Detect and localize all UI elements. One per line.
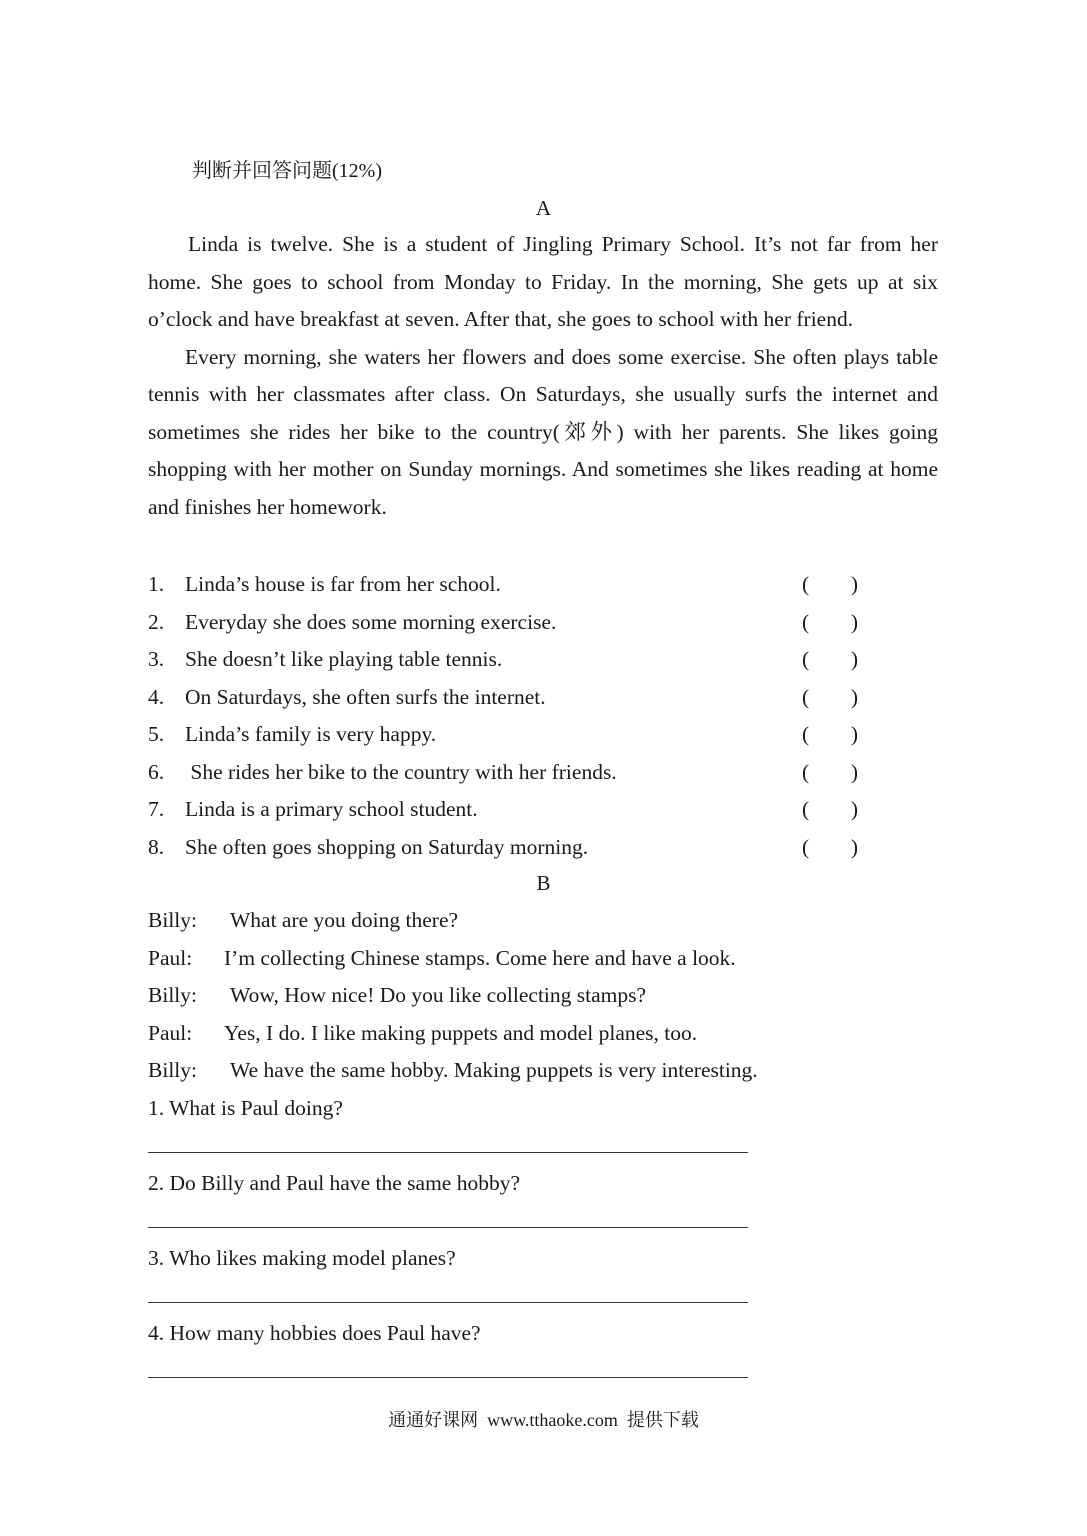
true-false-item (148, 754, 868, 792)
item-number: 1. (148, 572, 165, 596)
dialogue-text: Wow, How nice! Do you like collecting stamps? (230, 983, 647, 1007)
page-footer: 通通好课网 www.tthaoke.com 提供下载 (388, 1410, 699, 1430)
statement-text: Linda’s family is very happy. (185, 722, 437, 746)
dialogue-line (148, 1015, 758, 1053)
item-number: 3. (148, 647, 165, 671)
dialogue-line (148, 940, 758, 978)
answer-line[interactable] (148, 1152, 748, 1153)
answer-blank[interactable]: ( ) (802, 722, 858, 746)
true-false-item (148, 604, 868, 642)
true-false-item (148, 791, 868, 829)
section-a-label: A (535, 196, 552, 220)
answer-blank[interactable]: ( ) (802, 647, 858, 671)
reading-passage (148, 226, 938, 526)
question-text: 2. Do Billy and Paul have the same hobby? (148, 1171, 520, 1195)
item-number: 2. (148, 609, 165, 634)
speaker-name: Billy: (148, 1058, 197, 1082)
true-false-item (148, 716, 868, 754)
answer-blank[interactable]: ( ) (802, 609, 858, 634)
question-item (148, 1315, 520, 1390)
section-b-label: B (536, 871, 551, 895)
statement-text: She doesn’t like playing table tennis. (185, 647, 503, 671)
statement-text: On Saturdays, she often surfs the internet. (185, 684, 546, 709)
statement-text: Everyday she does some morning exercise. (185, 609, 557, 634)
item-number: 4. (148, 684, 165, 709)
question-text: 4. How many hobbies does Paul have? (148, 1321, 481, 1345)
true-false-item (148, 679, 868, 717)
dialogue-text: What are you doing there? (230, 908, 459, 932)
speaker-name: Billy: (148, 983, 197, 1007)
statement-text: Linda’s house is far from her school. (185, 572, 501, 596)
statement-text: She rides her bike to the country with her friends. (185, 759, 617, 784)
exercise-heading: 判断并回答问题(12%) (192, 160, 382, 182)
speaker-name: Paul: (148, 1020, 193, 1045)
question-item (148, 1090, 520, 1165)
answer-blank[interactable]: ( ) (802, 759, 858, 784)
speaker-name: Paul: (148, 945, 193, 970)
passage-paragraph: Every morning, she waters her flowers and does some exercise. She often plays table tennis with her classmates after class. On Saturdays, she usually surfs the internet and sometimes she rides her bike to the country(郊外) with her parents. She likes going shopping with her mother on Sunday mornings. And sometimes she likes reading at home and finishes her homework. (148, 344, 938, 519)
answer-line[interactable] (148, 1227, 748, 1228)
question-item (148, 1165, 520, 1240)
true-false-list (148, 566, 868, 866)
true-false-item (148, 566, 868, 604)
question-text: 3. Who likes making model planes? (148, 1246, 456, 1270)
question-item (148, 1240, 520, 1315)
speaker-name: Billy: (148, 908, 197, 932)
answer-line[interactable] (148, 1302, 748, 1303)
item-number: 6. (148, 759, 165, 784)
true-false-item (148, 829, 868, 867)
question-list (148, 1090, 520, 1390)
answer-line[interactable] (148, 1377, 748, 1378)
answer-blank[interactable]: ( ) (802, 684, 858, 709)
passage-paragraph: Linda is twelve. She is a student of Jingling Primary School. It’s not far from her home. She goes to school from Monday to Friday. In the morning, She gets up at six o’clock and have breakfast at seven. After that, she goes to school with her friend. (148, 232, 938, 331)
item-number: 5. (148, 722, 165, 746)
dialogue-line (148, 902, 758, 940)
item-number: 7. (148, 797, 165, 821)
question-text: 1. What is Paul doing? (148, 1096, 343, 1120)
true-false-item (148, 641, 868, 679)
dialogue (148, 902, 758, 1090)
answer-blank[interactable]: ( ) (802, 834, 858, 859)
dialogue-line (148, 977, 758, 1015)
dialogue-text: Yes, I do. I like making puppets and model planes, too. (224, 1020, 698, 1045)
dialogue-text: We have the same hobby. Making puppets is very interesting. (230, 1058, 758, 1082)
answer-blank[interactable]: ( ) (802, 797, 858, 821)
item-number: 8. (148, 834, 165, 859)
statement-text: She often goes shopping on Saturday morning. (185, 834, 589, 859)
dialogue-line (148, 1052, 758, 1090)
dialogue-text: I’m collecting Chinese stamps. Come here and have a look. (224, 945, 736, 970)
statement-text: Linda is a primary school student. (185, 797, 478, 821)
answer-blank[interactable]: ( ) (802, 572, 858, 596)
